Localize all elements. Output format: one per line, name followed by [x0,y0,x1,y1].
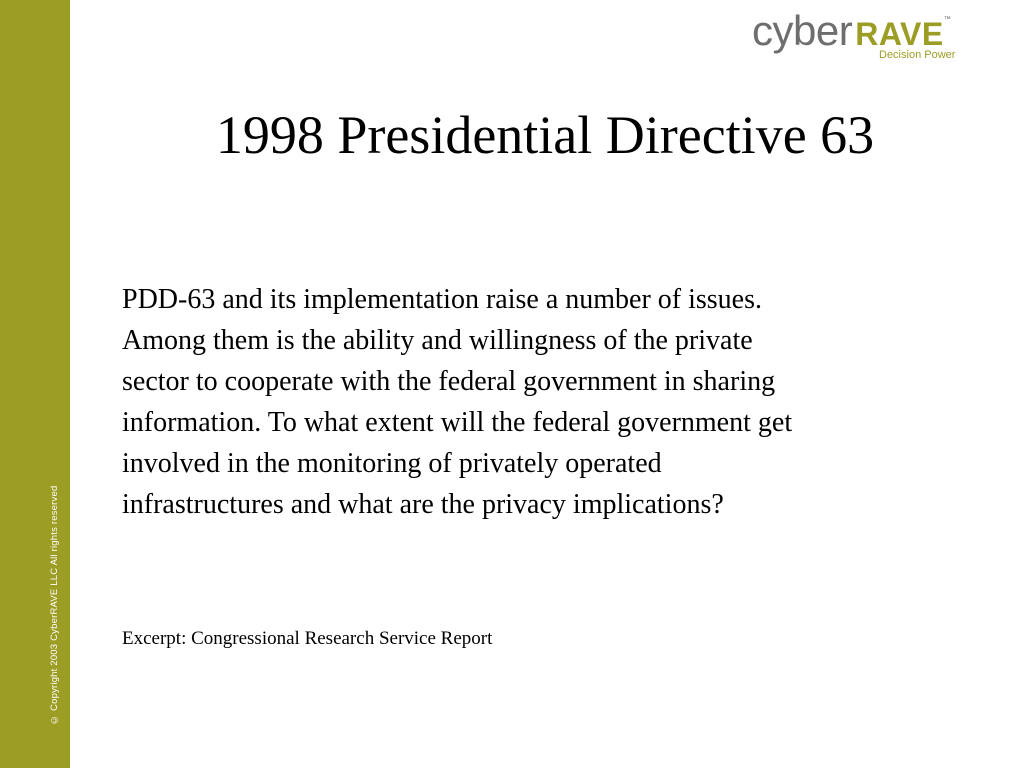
body-line: Among them is the ability and willingness of the private [122,325,753,356]
logo-rave-text: RAVE [855,16,944,52]
body-paragraph [122,279,972,525]
body-line: PDD-63 and its implementation raise a number of issues. [122,284,762,315]
side-bar [0,0,70,768]
logo-trademark: ™ [943,16,951,23]
cyberrave-logo [752,7,992,64]
logo-cyber-text: cyber [752,7,853,54]
slide-title: 1998 Presidential Directive 63 [215,105,875,165]
copyright-notice: © Copyright 2003 CyberRAVE LLC All rights reserved [49,485,60,725]
body-line: sector to cooperate with the federal government in sharing [122,366,776,397]
body-line: information. To what extent will the federal government get [122,407,793,438]
body-line: involved in the monitoring of privately operated [122,448,662,479]
logo-wordmark [752,7,951,54]
source-citation: Excerpt: Congressional Research Service Report [122,628,493,649]
logo-tagline: Decision Power [879,49,956,61]
body-line: infrastructures and what are the privacy implications? [122,489,724,520]
